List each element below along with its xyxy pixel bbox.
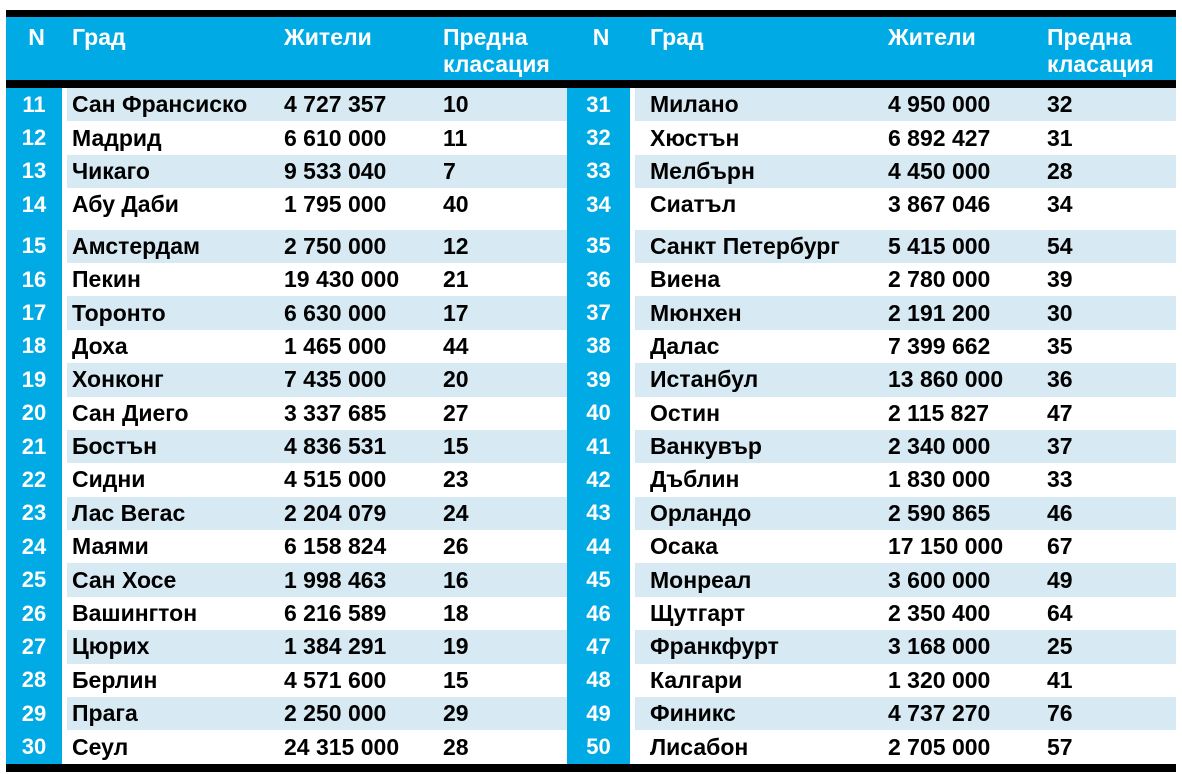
population-cell: 17 150 000 <box>888 533 1004 560</box>
row-data <box>67 263 567 296</box>
table-top-border <box>6 10 1176 17</box>
row-data <box>635 630 1176 663</box>
city-cell: Сиатъл <box>650 191 737 218</box>
row-data <box>67 155 567 188</box>
row-number-cell: 50 <box>567 730 630 763</box>
row-number-cell: 29 <box>6 697 62 730</box>
row-number-cell: 39 <box>567 363 630 396</box>
population-cell: 2 705 000 <box>888 733 991 760</box>
population-cell: 5 415 000 <box>888 232 991 259</box>
population-cell: 4 727 357 <box>284 91 387 118</box>
table-row <box>567 597 1176 630</box>
population-cell: 1 465 000 <box>284 332 387 359</box>
table-row <box>567 697 1176 730</box>
table-row <box>6 430 567 463</box>
header-city: Град <box>72 24 126 50</box>
city-cell: Сеул <box>72 733 129 760</box>
row-number-cell: 33 <box>567 155 630 188</box>
row-data <box>67 88 567 121</box>
row-number-cell: 43 <box>567 497 630 530</box>
table-row <box>6 155 567 188</box>
city-cell: Бостън <box>72 433 157 460</box>
previous-ranking-cell: 29 <box>443 700 469 727</box>
row-data <box>67 363 567 396</box>
population-cell: 2 590 865 <box>888 499 991 526</box>
table-row <box>6 230 567 263</box>
city-cell: Амстердам <box>72 232 201 259</box>
previous-ranking-cell: 24 <box>443 499 469 526</box>
previous-ranking-cell: 16 <box>443 566 469 593</box>
city-cell: Лисабон <box>650 733 749 760</box>
header-previous-ranking: Предна класация <box>443 24 550 77</box>
city-cell: Торонто <box>72 299 166 326</box>
population-cell: 1 998 463 <box>284 566 387 593</box>
gap-filler <box>67 222 567 230</box>
population-cell: 2 350 400 <box>888 600 991 627</box>
row-number-cell: 25 <box>6 563 62 596</box>
table-row <box>567 730 1176 763</box>
previous-ranking-cell: 15 <box>443 433 469 460</box>
row-data <box>635 88 1176 121</box>
table-row <box>6 630 567 663</box>
previous-ranking-cell: 30 <box>1047 299 1073 326</box>
row-data <box>635 363 1176 396</box>
population-cell: 2 750 000 <box>284 232 387 259</box>
row-number-cell: 30 <box>6 730 62 763</box>
row-number-cell: 13 <box>6 155 62 188</box>
population-cell: 24 315 000 <box>284 733 400 760</box>
row-number-cell: 20 <box>6 397 62 430</box>
row-data <box>67 296 567 329</box>
row-data <box>67 597 567 630</box>
city-cell: Осака <box>650 533 719 560</box>
previous-ranking-cell: 57 <box>1047 733 1073 760</box>
row-data <box>67 664 567 697</box>
previous-ranking-cell: 47 <box>1047 399 1073 426</box>
row-number-cell: 35 <box>567 230 630 263</box>
city-cell: Орландо <box>650 499 752 526</box>
table-row <box>6 597 567 630</box>
row-data <box>635 397 1176 430</box>
previous-ranking-cell: 40 <box>443 191 469 218</box>
table-row <box>567 397 1176 430</box>
row-number-cell: 18 <box>6 330 62 363</box>
table-row <box>6 121 567 154</box>
row-data <box>635 497 1176 530</box>
population-cell: 7 399 662 <box>888 332 991 359</box>
population-cell: 6 216 589 <box>284 600 387 627</box>
previous-ranking-cell: 7 <box>443 157 456 184</box>
table-row <box>6 188 567 221</box>
row-number-cell: 15 <box>6 230 62 263</box>
population-cell: 6 630 000 <box>284 299 387 326</box>
table-row <box>6 296 567 329</box>
header-city: Град <box>650 24 704 50</box>
previous-ranking-cell: 21 <box>443 266 469 293</box>
city-cell: Монреал <box>650 566 752 593</box>
table-header-left-half <box>6 17 567 80</box>
previous-ranking-cell: 31 <box>1047 124 1073 151</box>
city-cell: Щутгарт <box>650 600 746 627</box>
city-cell: Мелбърн <box>650 157 755 184</box>
population-cell: 7 435 000 <box>284 366 387 393</box>
table-row <box>6 563 567 596</box>
row-number-cell: 27 <box>6 630 62 663</box>
row-data <box>635 430 1176 463</box>
population-cell: 2 340 000 <box>888 433 991 460</box>
city-cell: Сан Диего <box>72 399 189 426</box>
city-cell: Доха <box>72 332 128 359</box>
row-number-cell: 22 <box>6 463 62 496</box>
population-cell: 1 320 000 <box>888 666 991 693</box>
row-data <box>635 230 1176 263</box>
city-cell: Финикс <box>650 700 736 727</box>
previous-ranking-cell: 28 <box>443 733 469 760</box>
table-row <box>6 330 567 363</box>
city-cell: Чикаго <box>72 157 150 184</box>
population-cell: 19 430 000 <box>284 266 400 293</box>
city-cell: Лас Вегас <box>72 499 186 526</box>
row-number-cell: 41 <box>567 430 630 463</box>
previous-ranking-cell: 17 <box>443 299 469 326</box>
row-number-strip <box>6 222 62 230</box>
population-cell: 3 168 000 <box>888 633 991 660</box>
population-cell: 4 950 000 <box>888 91 991 118</box>
row-number-cell: 42 <box>567 463 630 496</box>
city-cell: Цюрих <box>72 633 150 660</box>
row-data <box>635 664 1176 697</box>
city-cell: Санкт Петербург <box>650 232 840 259</box>
row-number-cell: 37 <box>567 296 630 329</box>
previous-ranking-cell: 20 <box>443 366 469 393</box>
row-data <box>67 497 567 530</box>
row-data <box>67 530 567 563</box>
row-number-cell: 12 <box>6 121 62 154</box>
row-number-cell: 23 <box>6 497 62 530</box>
table-row <box>6 397 567 430</box>
row-data <box>67 121 567 154</box>
previous-ranking-cell: 34 <box>1047 191 1073 218</box>
row-number-cell: 47 <box>567 630 630 663</box>
row-data <box>635 697 1176 730</box>
row-number-cell: 44 <box>567 530 630 563</box>
row-data <box>635 563 1176 596</box>
population-cell: 2 115 827 <box>888 399 990 426</box>
frozen-pane-gap <box>6 222 567 230</box>
header-n: N <box>28 24 45 50</box>
city-cell: Истанбул <box>650 366 759 393</box>
table-row <box>567 296 1176 329</box>
city-ranking-table <box>6 10 1176 772</box>
population-cell: 4 737 270 <box>888 700 991 727</box>
row-data <box>635 597 1176 630</box>
population-cell: 4 571 600 <box>284 666 387 693</box>
table-body <box>6 88 1176 764</box>
city-cell: Остин <box>650 399 720 426</box>
city-cell: Вашингтон <box>72 600 198 627</box>
population-cell: 6 158 824 <box>284 533 387 560</box>
row-number-cell: 26 <box>6 597 62 630</box>
previous-ranking-cell: 10 <box>443 91 469 118</box>
row-data <box>635 263 1176 296</box>
table-row <box>567 230 1176 263</box>
previous-ranking-cell: 12 <box>443 232 469 259</box>
table-row <box>6 664 567 697</box>
row-number-cell: 36 <box>567 263 630 296</box>
previous-ranking-cell: 37 <box>1047 433 1073 460</box>
row-number-cell: 48 <box>567 664 630 697</box>
row-number-cell: 38 <box>567 330 630 363</box>
previous-ranking-cell: 36 <box>1047 366 1073 393</box>
table-left-half <box>6 88 567 764</box>
row-number-cell: 21 <box>6 430 62 463</box>
city-cell: Франкфурт <box>650 633 779 660</box>
row-number-strip <box>567 222 630 230</box>
previous-ranking-cell: 49 <box>1047 566 1073 593</box>
population-cell: 3 337 685 <box>284 399 387 426</box>
population-cell: 1 795 000 <box>284 191 387 218</box>
header-divider-line <box>6 80 1176 88</box>
city-cell: Хюстън <box>650 124 740 151</box>
table-row <box>567 463 1176 496</box>
previous-ranking-cell: 33 <box>1047 466 1073 493</box>
population-cell: 2 250 000 <box>284 700 387 727</box>
previous-ranking-cell: 64 <box>1047 600 1073 627</box>
header-population: Жители <box>888 24 976 50</box>
table-row <box>567 121 1176 154</box>
population-cell: 9 533 040 <box>284 157 387 184</box>
table-row <box>6 463 567 496</box>
population-cell: 1 830 000 <box>888 466 991 493</box>
row-data <box>635 330 1176 363</box>
previous-ranking-cell: 11 <box>443 124 468 151</box>
previous-ranking-cell: 26 <box>443 533 469 560</box>
row-data <box>67 397 567 430</box>
city-cell: Маями <box>72 533 149 560</box>
table-row <box>567 563 1176 596</box>
row-data <box>635 730 1176 763</box>
population-cell: 3 867 046 <box>888 191 991 218</box>
row-data <box>67 330 567 363</box>
previous-ranking-cell: 67 <box>1047 533 1073 560</box>
row-data <box>67 430 567 463</box>
table-row <box>567 330 1176 363</box>
city-cell: Ванкувър <box>650 433 762 460</box>
row-data <box>67 697 567 730</box>
city-cell: Берлин <box>72 666 158 693</box>
row-data <box>67 630 567 663</box>
row-number-cell: 11 <box>6 88 62 121</box>
table-bottom-border <box>6 764 1176 772</box>
population-cell: 2 780 000 <box>888 266 991 293</box>
table-row <box>6 697 567 730</box>
table-row <box>6 497 567 530</box>
row-number-cell: 32 <box>567 121 630 154</box>
city-cell: Мюнхен <box>650 299 742 326</box>
city-cell: Сидни <box>72 466 146 493</box>
population-cell: 2 191 200 <box>888 299 991 326</box>
table-row <box>6 730 567 763</box>
row-data <box>67 188 567 221</box>
row-number-cell: 19 <box>6 363 62 396</box>
row-number-cell: 45 <box>567 563 630 596</box>
city-cell: Дъблин <box>650 466 740 493</box>
table-row <box>567 497 1176 530</box>
header-population: Жители <box>284 24 372 50</box>
previous-ranking-cell: 25 <box>1047 633 1073 660</box>
row-number-cell: 16 <box>6 263 62 296</box>
row-data <box>635 155 1176 188</box>
table-row <box>6 263 567 296</box>
table-row <box>567 664 1176 697</box>
frozen-pane-gap <box>567 222 1176 230</box>
city-cell: Далас <box>650 332 720 359</box>
row-data <box>635 121 1176 154</box>
table-header <box>6 17 1176 80</box>
previous-ranking-cell: 41 <box>1047 666 1073 693</box>
population-cell: 1 384 291 <box>284 633 387 660</box>
city-cell: Виена <box>650 266 721 293</box>
row-number-cell: 49 <box>567 697 630 730</box>
row-data <box>67 563 567 596</box>
row-number-cell: 14 <box>6 188 62 221</box>
table-right-half <box>567 88 1176 764</box>
previous-ranking-cell: 39 <box>1047 266 1073 293</box>
table-row <box>6 530 567 563</box>
city-cell: Калгари <box>650 666 743 693</box>
previous-ranking-cell: 15 <box>443 666 469 693</box>
previous-ranking-cell: 27 <box>443 399 469 426</box>
population-cell: 3 600 000 <box>888 566 991 593</box>
row-data <box>635 463 1176 496</box>
city-cell: Сан Франсиско <box>72 91 248 118</box>
population-cell: 4 515 000 <box>284 466 387 493</box>
table-row <box>567 530 1176 563</box>
header-n: N <box>592 24 610 50</box>
population-cell: 2 204 079 <box>284 499 387 526</box>
city-cell: Прага <box>72 700 138 727</box>
row-number-cell: 17 <box>6 296 62 329</box>
row-data <box>635 296 1176 329</box>
city-cell: Мадрид <box>72 124 162 151</box>
row-data <box>67 230 567 263</box>
population-cell: 4 836 531 <box>284 433 387 460</box>
row-data <box>67 730 567 763</box>
table-row <box>567 263 1176 296</box>
city-cell: Милано <box>650 91 739 118</box>
row-number-cell: 34 <box>567 188 630 221</box>
previous-ranking-cell: 35 <box>1047 332 1073 359</box>
table-row <box>567 363 1176 396</box>
table-row <box>567 88 1176 121</box>
population-cell: 6 610 000 <box>284 124 387 151</box>
table-row <box>6 363 567 396</box>
table-header-right-half <box>567 17 1176 80</box>
city-cell: Хонконг <box>72 366 164 393</box>
previous-ranking-cell: 54 <box>1047 232 1073 259</box>
table-row <box>567 430 1176 463</box>
row-data <box>635 530 1176 563</box>
previous-ranking-cell: 76 <box>1047 700 1073 727</box>
row-number-cell: 46 <box>567 597 630 630</box>
previous-ranking-cell: 23 <box>443 466 469 493</box>
table-row <box>6 88 567 121</box>
header-previous-ranking: Предна класация <box>1047 24 1154 77</box>
previous-ranking-cell: 28 <box>1047 157 1073 184</box>
previous-ranking-cell: 32 <box>1047 91 1073 118</box>
population-cell: 13 860 000 <box>888 366 1004 393</box>
city-cell: Пекин <box>72 266 141 293</box>
previous-ranking-cell: 18 <box>443 600 469 627</box>
previous-ranking-cell: 19 <box>443 633 469 660</box>
row-number-cell: 24 <box>6 530 62 563</box>
previous-ranking-cell: 46 <box>1047 499 1073 526</box>
row-number-cell: 28 <box>6 664 62 697</box>
table-row <box>567 155 1176 188</box>
population-cell: 4 450 000 <box>888 157 991 184</box>
previous-ranking-cell: 44 <box>443 332 469 359</box>
table-row <box>567 188 1176 221</box>
city-cell: Сан Хосе <box>72 566 177 593</box>
table-row <box>567 630 1176 663</box>
row-number-cell: 31 <box>567 88 630 121</box>
gap-filler <box>635 222 1176 230</box>
row-data <box>67 463 567 496</box>
row-number-cell: 40 <box>567 397 630 430</box>
population-cell: 6 892 427 <box>888 124 991 151</box>
row-data <box>635 188 1176 221</box>
city-cell: Абу Даби <box>72 191 179 218</box>
